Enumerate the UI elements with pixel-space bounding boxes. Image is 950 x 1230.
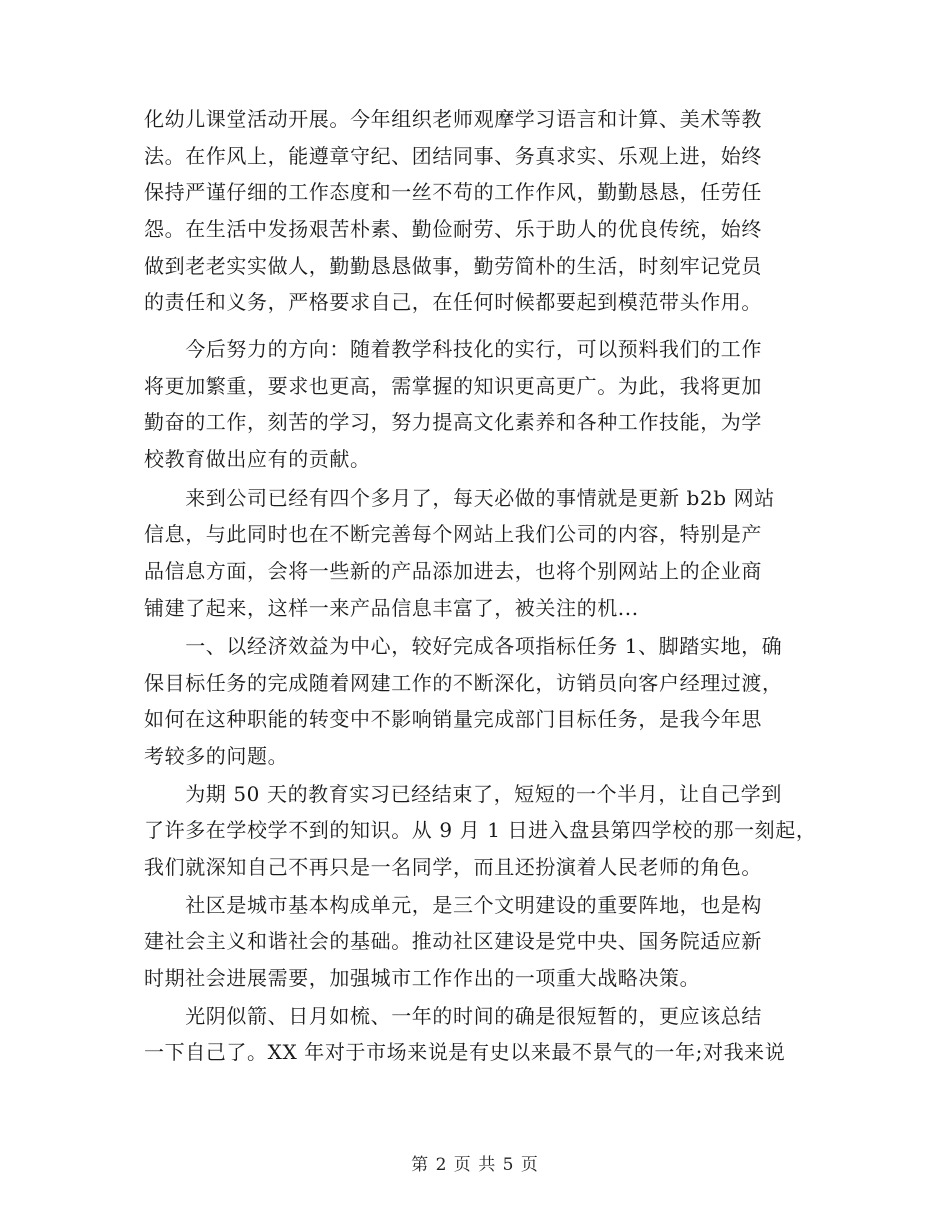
page-number-footer: 第 2 页 共 5 页 — [411, 1155, 539, 1175]
text-line: 一下自己了。XX 年对于市场来说是有史以来最不景气的一年;对我来说 — [144, 1040, 786, 1064]
text-line: 社区是城市基本构成单元，是三个文明建设的重要阵地，也是构 — [144, 893, 762, 917]
text-line: 勤奋的工作，刻苦的学习，努力提高文化素养和各种工作技能，为学 — [144, 410, 762, 434]
text-line: 建社会主义和谐社会的基础。推动社区建设是党中央、国务院适应新 — [144, 929, 762, 953]
text-line: 保目标任务的完成随着网建工作的不断深化，访销员向客户经理过渡， — [144, 671, 783, 695]
text-line: 今后努力的方向：随着教学科技化的实行，可以预料我们的工作 — [144, 337, 762, 361]
text-line: 做到老老实实做人，勤勤恳恳做事，勤劳简朴的生活，时刻牢记党员 — [144, 254, 762, 278]
text-line: 品信息方面，会将一些新的产品添加进去，也将个别网站上的企业商 — [144, 559, 762, 583]
text-line: 化幼儿课堂活动开展。今年组织老师观摩学习语言和计算、美术等教 — [144, 107, 762, 131]
text-line: 信息，与此同时也在不断完善每个网站上我们公司的内容，特别是产 — [144, 522, 762, 546]
text-line: 怨。在生活中发扬艰苦朴素、勤俭耐劳、乐于助人的优良传统，始终 — [144, 217, 762, 241]
text-line: 保持严谨仔细的工作态度和一丝不苟的工作作风，勤勤恳恳，任劳任 — [144, 180, 762, 204]
text-line: 来到公司已经有四个多月了，每天必做的事情就是更新 b2b 网站 — [144, 486, 775, 510]
text-line: 校教育做出应有的贡献。 — [144, 447, 371, 471]
text-line: 考较多的问题。 — [144, 744, 289, 768]
text-line: 光阴似箭、日月如梳、一年的时间的确是很短暂的，更应该总结 — [144, 1004, 762, 1028]
text-line: 我们就深知自己不再只是一名同学，而且还扮演着人民老师的角色。 — [144, 855, 762, 879]
text-line: 铺建了起来，这样一来产品信息丰富了，被关注的机... — [144, 596, 639, 620]
text-line: 时期社会进展需要，加强城市工作作出的一项重大战略决策。 — [144, 966, 701, 990]
text-line: 为期 50 天的教育实习已经结束了，短短的一个半月，让自己学到 — [144, 782, 782, 806]
text-line: 将更加繁重，要求也更高，需掌握的知识更高更广。为此，我将更加 — [144, 374, 762, 398]
text-line: 的责任和义务，严格要求自己，在任何时候都要起到模范带头作用。 — [144, 290, 762, 314]
text-line: 了许多在学校学不到的知识。从 9 月 1 日进入盘县第四学校的那一刻起， — [144, 818, 817, 842]
text-line: 一、以经济效益为中心，较好完成各项指标任务 1、脚踏实地，确 — [144, 634, 783, 658]
text-line: 如何在这种职能的转变中不影响销量完成部门目标任务，是我今年思 — [144, 707, 762, 731]
text-line: 法。在作风上，能遵章守纪、团结同事、务真求实、乐观上进，始终 — [144, 144, 762, 168]
